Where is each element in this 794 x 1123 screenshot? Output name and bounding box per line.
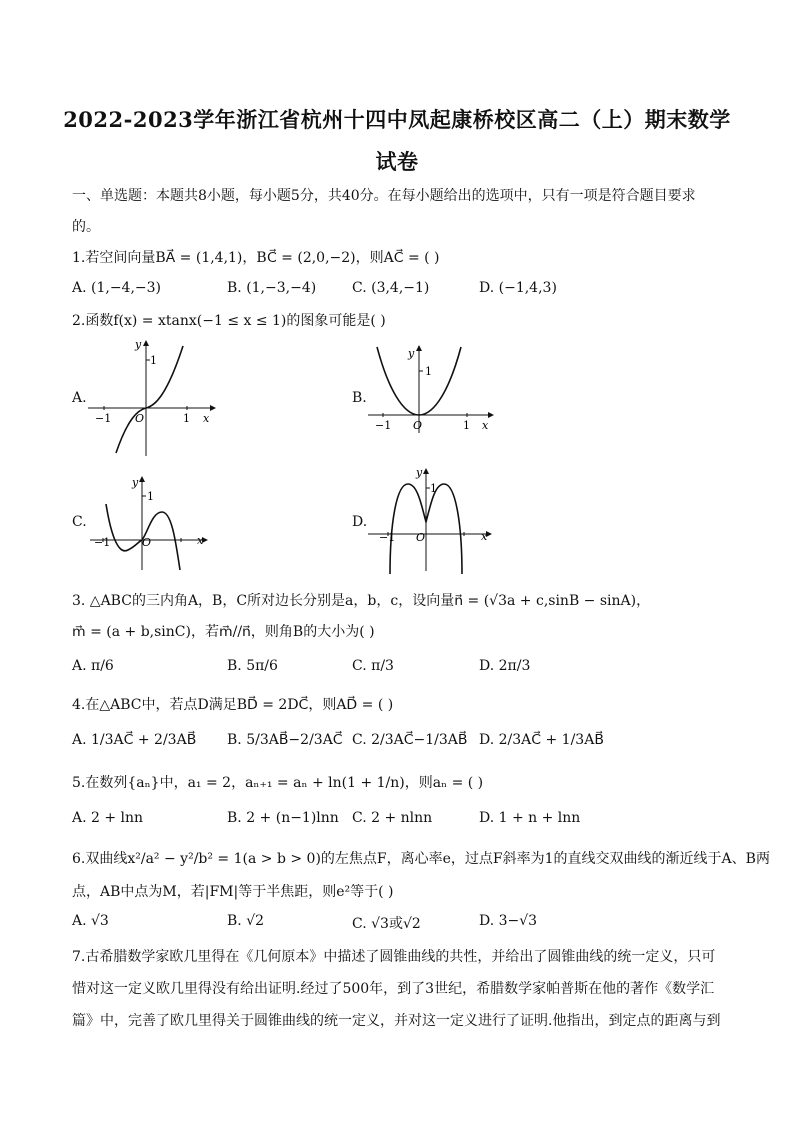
origin-label: O — [135, 412, 145, 425]
question-3-stem-line2: m⃗ = (a + b,sinC)，若m⃗//n⃗，则角B的大小为( ) — [72, 624, 375, 640]
question-3-stem-line1: 3. △ABC的三内角A，B，C所对边长分别是a，b，c，设向量n⃗ = (√3a + c,sinB − sinA)， — [72, 593, 651, 609]
graph-c — [90, 474, 215, 574]
option-d: D. 2π/3 — [479, 658, 531, 674]
graph-d-label: D. — [352, 514, 368, 530]
tick-neg-one: −1 — [379, 531, 396, 544]
option-d: D. 1 + n + lnn — [479, 810, 581, 826]
graph-a-label: A. — [72, 390, 87, 406]
tick-neg-one: −1 — [95, 412, 112, 425]
tick-neg-one: −1 — [94, 536, 111, 549]
option-a: A. 2 + lnn — [72, 810, 144, 826]
exam-title-line2: 试卷 — [375, 149, 419, 174]
origin-label: O — [416, 531, 426, 544]
graph-c-label: C. — [72, 514, 87, 530]
question-6-stem-line2: 点，AB中点为M，若|FM|等于半焦距，则e²等于( ) — [72, 884, 394, 900]
option-b: B. (1,−3,−4) — [227, 280, 317, 296]
section1-instructions-line1: 一、单选题：本题共8小题，每小题5分，共40分。在每小题给出的选项中，只有一项是符合题目要求 — [72, 188, 696, 204]
tick-one-y: 1 — [147, 490, 154, 503]
question-7-line1: 7.古希腊数学家欧几里得在《几何原本》中描述了圆锥曲线的共性，并给出了圆锥曲线的统一定义，只可 — [72, 949, 716, 965]
tick-neg-one: −1 — [375, 419, 392, 432]
axis-label-x: x — [482, 419, 489, 432]
graph-d — [368, 466, 498, 576]
question-4-options — [72, 732, 722, 754]
option-d: D. 3−√3 — [479, 913, 538, 929]
axis-label-x: x — [481, 530, 488, 543]
option-a: A. π/6 — [72, 658, 114, 674]
tick-one-x: 1 — [183, 412, 190, 425]
option-c: C. √3或√2 — [352, 916, 421, 932]
option-b: B. 2 + (n−1)lnn — [227, 810, 339, 826]
option-c: C. 2 + nlnn — [352, 810, 433, 826]
question-7-line3: 篇》中，完善了欧几里得关于圆锥曲线的统一定义，并对这一定义进行了证明.他指出，到定点的距离与到 — [72, 1013, 721, 1029]
axis-label-y: y — [416, 466, 423, 479]
tick-one-x: 1 — [463, 419, 470, 432]
tick-one-y: 1 — [150, 354, 157, 367]
option-c: C. 2/3AC⃗−1/3AB⃗ — [352, 732, 468, 748]
question-7-line2: 惜对这一定义欧几里得没有给出证明.经过了500年，到了3世纪，希腊数学家帕普斯在他的著作《数学汇 — [72, 981, 715, 997]
exam-title-line1: 2022-2023学年浙江省杭州十四中凤起康桥校区高二（上）期末数学 — [63, 107, 731, 132]
option-b: B. 5/3AB⃗−2/3AC⃗ — [227, 732, 343, 748]
question-1-stem: 1.若空间向量BA⃗ = (1,4,1)，BC⃗ = (2,0,−2)，则AC⃗ = ( ) — [72, 250, 440, 266]
option-c: C. π/3 — [352, 658, 394, 674]
graph-b-label: B. — [352, 390, 367, 406]
option-c: C. (3,4,−1) — [352, 280, 430, 296]
option-b: B. √2 — [227, 913, 265, 929]
question-5-stem: 5.在数列{aₙ}中，a₁ = 2，aₙ₊₁ = aₙ + ln(1 + 1/n)，则aₙ = ( ) — [72, 775, 484, 791]
axis-label-y: y — [408, 347, 415, 360]
section1-instructions-line2: 的。 — [72, 219, 100, 235]
axis-label-x: x — [203, 412, 210, 425]
option-b: B. 5π/6 — [227, 658, 278, 674]
axis-label-x: x — [197, 534, 204, 547]
graph-b — [368, 343, 498, 443]
question-6-options — [72, 913, 722, 935]
option-d: D. (−1,4,3) — [479, 280, 557, 296]
axis-label-y: y — [135, 338, 142, 351]
option-a: A. √3 — [72, 913, 109, 929]
option-a: A. 1/3AC⃗ + 2/3AB⃗ — [72, 732, 197, 748]
question-5-options — [72, 810, 722, 832]
option-d: D. 2/3AC⃗ + 1/3AB⃗ — [479, 732, 604, 748]
tick-one-y: 1 — [430, 482, 437, 495]
question-4-stem: 4.在△ABC中，若点D满足BD⃗ = 2DC⃗，则AD⃗ = ( ) — [72, 697, 394, 713]
question-2-stem: 2.函数f(x) = xtanx(−1 ≤ x ≤ 1)的图象可能是( ) — [72, 313, 386, 329]
origin-label: O — [142, 536, 152, 549]
question-1-options — [72, 280, 722, 302]
tick-one-y: 1 — [425, 365, 432, 378]
axis-label-y: y — [132, 476, 139, 489]
option-a: A. (1,−4,−3) — [72, 280, 162, 296]
question-6-stem-line1: 6.双曲线x²/a² − y²/b² = 1(a > b > 0)的左焦点F，离心率e，过点F斜率为1的直线交双曲线的渐近线于A、B两 — [72, 851, 770, 867]
graph-a — [88, 338, 218, 456]
origin-label: O — [413, 419, 423, 432]
question-3-options — [72, 658, 722, 680]
